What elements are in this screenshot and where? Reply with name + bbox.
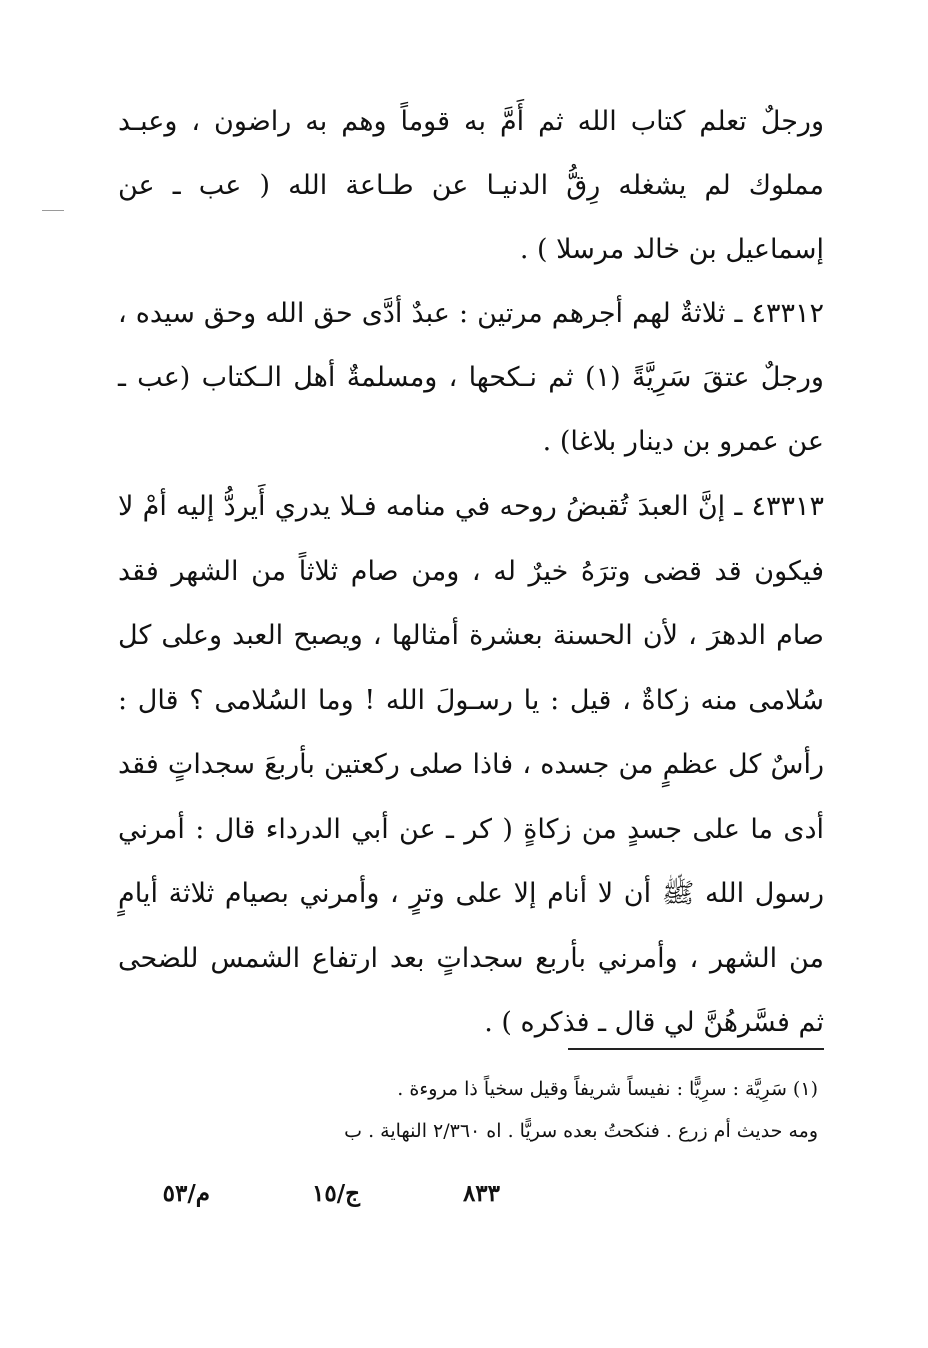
paragraph-text: ٤٣٣١٢ ـ ثلاثةٌ لهم أجرهم مرتين : عبدٌ أدَّى حق الله وحق سيده ، ورجلٌ عتقَ سَرِيَّةً (١) ثم نـكحها ، ومسلمةٌ أهل الـكتاب (عب ـ عن عمرو بن دينار بلاغا) . [118,298,824,457]
paragraph-text: ٤٣٣١٣ ـ إنَّ العبدَ تُقبضُ روحه في منامه فـلا يدري أَيردُّ إليه أمْ لا فيكون قد قضى وترَهُ خيرٌ له ، ومن صام ثلاثاً من الشهر فقد صام الدهرَ ، لأن الحسنة بعشرة أمثالها ، ويصبح العبد وعلى كل سُلامى منه زكاةٌ ، قيل : يا رسـولَ الله ! وما السُلامى ؟ قال : رأسٌ كل عظمٍ من جسده ، فاذا صلى ركعتين بأربعَ سجداتٍ فقد أدى ما على جسدٍ من زكاةٍ ( كر ـ عن أبي الدرداء قال : أمرني رسول الله ﷺ أن لا أنام إلا على وترٍ ، وأمرني بصيام ثلاثة أيامٍ من الشهر ، وأمرني بأربع سجداتٍ بعد ارتفاع الشمس للضحى ثم فسَّرهُنَّ لي قال ـ فذكره ) . [118,491,824,1038]
page-footer [140,1180,500,1220]
volume-label: ج/١٥ [312,1180,360,1207]
paragraph-continuation [118,90,824,282]
page-number: ٨٣٣ [462,1180,500,1207]
hadith-43312 [118,282,824,474]
signature-code: م/٥٣ [162,1180,210,1207]
footnote-line: ومه حديث أم زرع . فنكحتُ بعده سريًّا . اه ٢/٣٦٠ النهاية . ب [344,1120,818,1142]
hadith-43313 [118,475,824,1056]
footnotes [118,1068,818,1152]
footnote-divider [568,1048,824,1050]
footnote-line: (١) سَرِيَّة : سرِيًّا : نفيساً شريفاً وقيل سخياً ذا مروءة . [397,1078,818,1100]
margin-mark [42,210,64,211]
paragraph-text: ورجلٌ تعلم كتاب الله ثم أَمَّ به قوماً وهم به راضون ، وعبـد مملوك لم يشغله رِقُّ الدنيـا عن طـاعة الله ( عب ـ عن إسماعيل بن خالد مرسلا ) . [118,106,824,265]
